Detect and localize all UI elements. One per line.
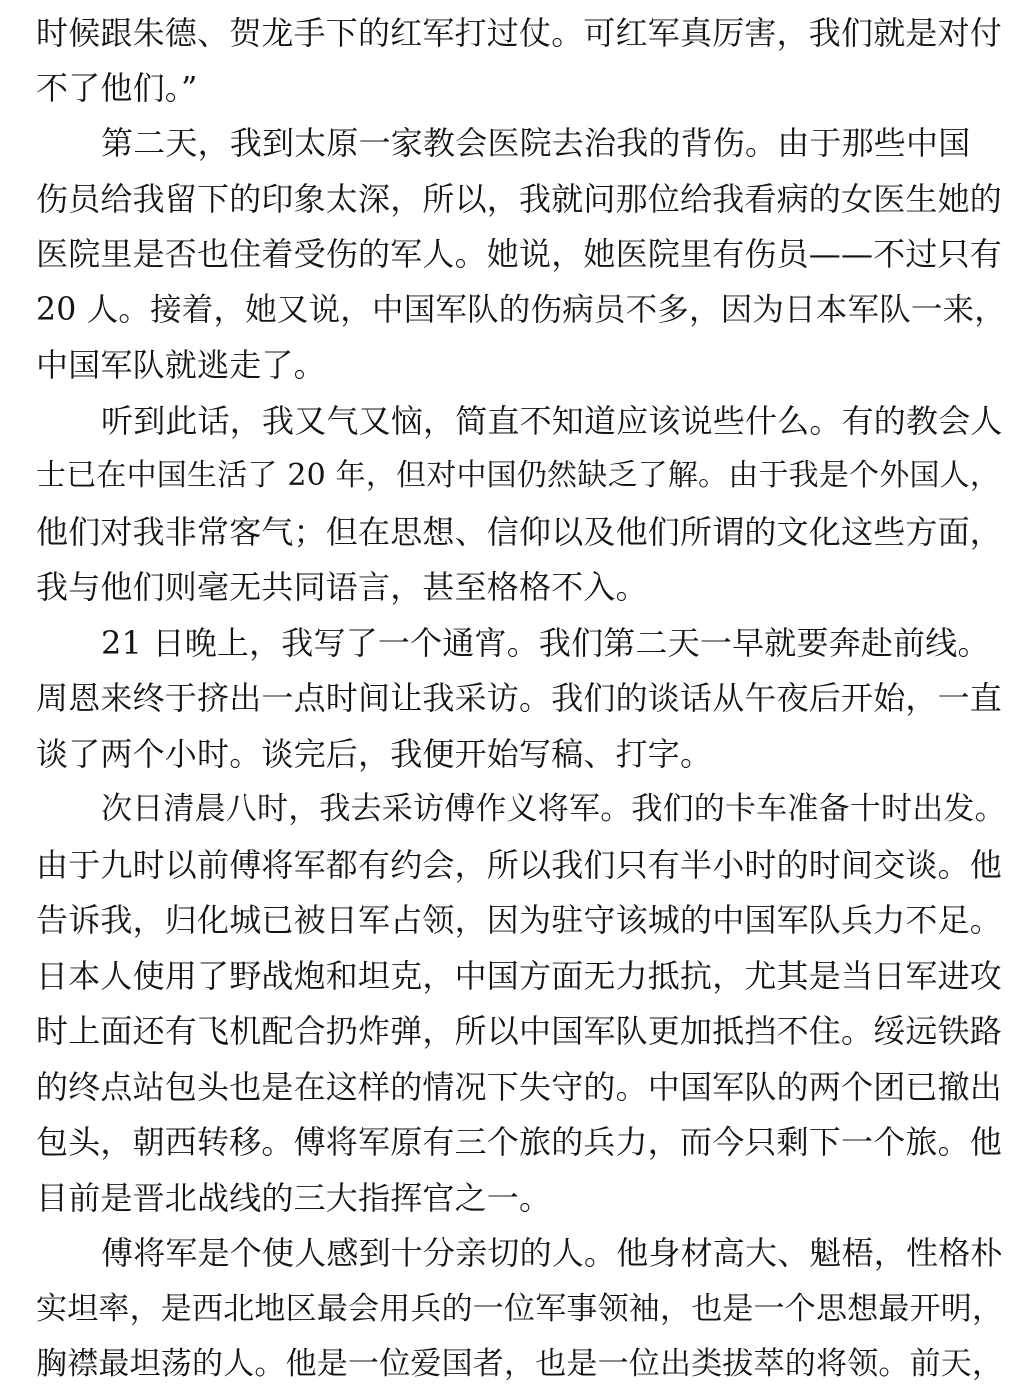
text-line: 胸襟最坦荡的人。他是一位爱国者，也是一位出类拔萃的将领。前天， [36,1346,1004,1382]
text-line: 时上面还有飞机配合扔炸弹，所以中国军队更加抵挡不住。绥远铁路 [36,1012,1003,1050]
text-line: 傅将军是个使人感到十分亲切的人。他身材高大、魁梧，性格朴 [101,1234,1003,1272]
text-line: 由于九时以前傅将军都有约会，所以我们只有半小时的时间交谈。他 [36,846,1003,884]
text-line: 的终点站包头也是在这样的情况下失守的。中国军队的两个团已撤出 [36,1068,1003,1106]
text-line: 医院里是否也住着受伤的军人。她说，她医院里有伤员——不过只有 [36,235,1003,273]
text-line: 周恩来终于挤出一点时间让我采访。我们的谈话从午夜后开始，一直 [36,679,1003,717]
text-line: 中国军队就逃走了。 [36,346,326,384]
text-line: 他们对我非常客气；但在思想、信仰以及他们所谓的文化这些方面， [36,513,1003,551]
text-line: 伤员给我留下的印象太深，所以，我就问那位给我看病的女医生她的 [36,180,1003,218]
text-line: 听到此话，我又气又恼，简直不知道应该说些什么。有的教会人 [101,402,1003,440]
text-line: 告诉我，归化城已被日军占领，因为驻守该城的中国军队兵力不足。 [36,901,1003,939]
text-line: 实坦率，是西北地区最会用兵的一位军事领袖，也是一个思想最开明， [36,1291,1004,1327]
text-line: 次日清晨八时，我去采访傅作义将军。我们的卡车准备十时出发。 [101,791,1006,827]
text-line: 21 日晚上，我写了一个通宵。我们第二天一早就要奔赴前线。 [101,624,990,662]
text-line: 时候跟朱德、贺龙手下的红军打过仗。可红军真厉害，我们就是对付 [36,14,1003,52]
text-line: 不了他们。” [36,69,198,107]
text-line: 包头，朝西转移。傅将军原有三个旅的兵力，而今只剩下一个旅。他 [36,1123,1003,1161]
text-line: 士已在中国生活了 20 年，但对中国仍然缺乏了解。由于我是个外国人， [36,458,1001,493]
text-line: 我与他们则毫无共同语言，甚至格格不入。 [36,568,648,606]
text-line: 第二天，我到太原一家教会医院去治我的背伤。由于那些中国 [101,124,971,162]
text-line: 日本人使用了野战炮和坦克，中国方面无力抵抗，尤其是当日军进攻 [36,957,1003,995]
text-line: 谈了两个小时。谈完后，我便开始写稿、打字。 [36,735,713,773]
text-line: 目前是晋北战线的三大指挥官之一。 [36,1179,552,1217]
text-line: 20 人。接着，她又说，中国军队的伤病员不多，因为日本军队一来， [36,292,1006,328]
